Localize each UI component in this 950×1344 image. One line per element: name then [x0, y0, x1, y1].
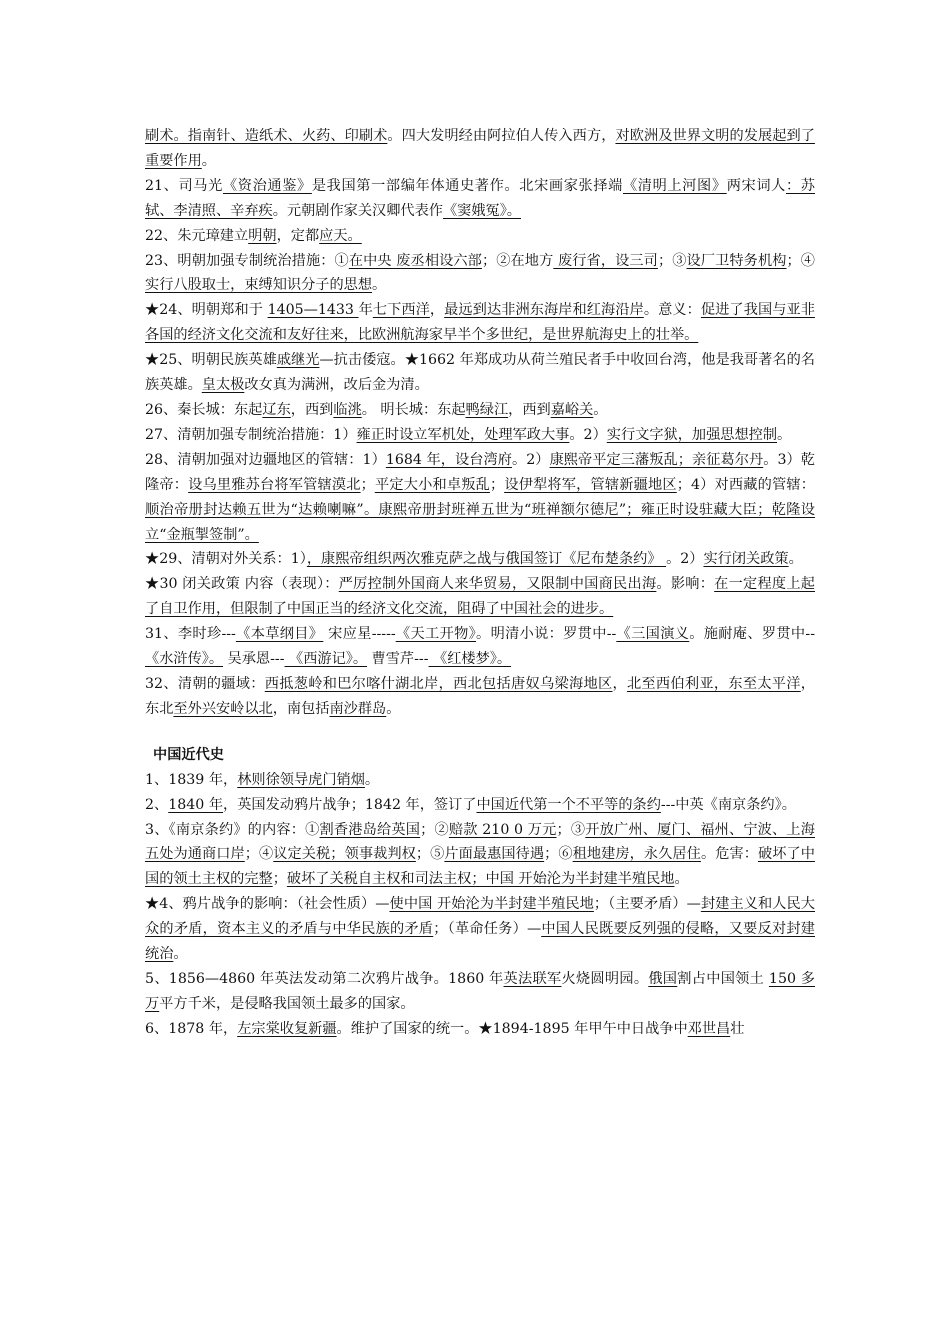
paragraph: [145, 174, 815, 224]
text-run: 3、《南京条约》的内容：①: [145, 821, 320, 838]
text-run: ；: [360, 476, 375, 493]
underlined-text: 赔款 210 0 万元: [448, 821, 557, 838]
text-run: ；: [489, 476, 505, 493]
paragraph: [145, 768, 815, 793]
paragraphs-part1: [145, 124, 815, 722]
text-run: ★29、清朝对外关系：1）: [145, 551, 307, 568]
underlined-text: 破坏了中国的领土主权的完整: [145, 846, 815, 888]
underlined-text: 《西游记》。: [284, 651, 368, 668]
text-run: ★24、明朝郑和于: [145, 302, 268, 319]
text-run: 年: [358, 302, 373, 319]
underlined-text: 平定大小和卓叛乱: [374, 476, 490, 493]
paragraph: [145, 249, 815, 299]
text-run: ；④: [244, 846, 274, 863]
text-run: 26、秦长城：东起: [145, 401, 263, 418]
text-run: 22、朱元璋建立: [145, 227, 249, 244]
underlined-text: 鸭绿江: [465, 401, 509, 418]
underlined-text: 在一定程度上起了自卫作用，但限制了中国正当的经济文化交流，阻碍了中国社会的进步。: [145, 576, 815, 618]
paragraph: [145, 622, 815, 672]
text-run: 是我国第一部编年体通史著作。北宋画家张择端: [311, 177, 623, 194]
text-run: ★4、鸦片战争的影响：（社会性质）—: [145, 896, 390, 913]
paragraph: [145, 672, 815, 722]
underlined-text: 辽东: [262, 401, 291, 418]
text-run: ，南包括: [272, 700, 330, 717]
text-run: ，: [612, 675, 627, 692]
text-run: ★25、明朝民族英雄: [145, 352, 277, 369]
paragraph: [145, 298, 815, 348]
underlined-text: 刷术。指南针、造纸术、火药、印刷术: [145, 128, 388, 144]
text-run: ，英国发动鸦片战争；1842 年，签订了: [223, 796, 477, 813]
text-run: ，定都: [276, 227, 320, 244]
underlined-text: 1405—1433: [267, 302, 359, 319]
underlined-text: 废行省，设三司: [553, 252, 658, 269]
underlined-text: 片面最惠国待遇: [444, 846, 545, 863]
underlined-text: 《窦娥冤》。: [442, 202, 521, 219]
text-run: 。四大发明经由阿拉伯人传入西方，: [387, 128, 616, 144]
underlined-text: 实行闭关政策: [703, 551, 789, 568]
underlined-text: 议定关税；领事裁判权: [273, 846, 416, 863]
text-run: ；4）对西藏的管辖：: [676, 476, 815, 493]
underlined-text: 戚继光: [276, 352, 320, 369]
text-run: ；⑤: [415, 846, 445, 863]
underlined-text: 在中央 废丞相设六部: [348, 252, 482, 269]
text-run: ；: [272, 871, 287, 888]
paragraph: [145, 793, 815, 818]
underlined-text: 七下西洋: [372, 302, 430, 319]
paragraph: [145, 547, 815, 572]
text-run: ；④: [786, 252, 815, 269]
text-run: 壮: [730, 1020, 745, 1037]
paragraph: [145, 224, 815, 249]
section-heading: 中国近代史: [153, 746, 224, 763]
text-run: ，东北: [145, 675, 815, 717]
text-run: ，西到: [290, 401, 334, 418]
underlined-text: 《天工开物》: [395, 626, 477, 643]
paragraph: [145, 572, 815, 622]
text-run: 曹雪芹---: [367, 651, 429, 668]
underlined-text: 皇太极: [201, 377, 245, 394]
text-run: 。: [788, 551, 803, 568]
text-run: 。3）乾隆帝：: [145, 451, 815, 493]
text-run: 。 明长城：东起: [361, 401, 466, 418]
text-run: ；②: [420, 821, 449, 838]
underlined-text: 林则徐领导虎门销烟: [237, 771, 365, 788]
underlined-text: 中国近代第一个不平等的条约: [476, 796, 661, 813]
underlined-text: 严厉控制外国商人来华贸易，又限制中国商民出海: [338, 576, 657, 593]
text-run: 火烧圆明园。: [561, 971, 649, 987]
paragraph: [145, 124, 815, 174]
underlined-text: 英法联军: [503, 971, 562, 987]
underlined-text: 设乌里雅苏台将军管辖漠北: [188, 476, 361, 493]
text-run: 。明清小说：罗贯中--: [476, 626, 617, 643]
text-run: 。: [674, 871, 689, 888]
text-run: 。2）: [569, 426, 607, 443]
section-gap: [145, 722, 815, 742]
underlined-text: 促进了我国与亚非各国的经济文化交流和友好往来，比欧洲航海家早半个多世纪，是世界航海史上的壮举。: [145, 302, 815, 344]
underlined-text: 至外兴安岭以北: [173, 700, 273, 717]
text-run: ；⑥: [544, 846, 573, 863]
underlined-text: 临洮: [333, 401, 362, 418]
underlined-text: 《红楼梦》。: [428, 651, 512, 668]
underlined-text: 1684 年，设台湾府: [385, 451, 512, 468]
text-run: ；（革命任务）—: [433, 921, 542, 938]
text-run: 23、明朝加强专制统治措施：①: [145, 252, 349, 269]
underlined-text: 对欧洲及世界文明的发展起到了重要作用: [145, 128, 815, 169]
paragraph: [145, 818, 815, 893]
text-run: 28、清朝加强对边疆地区的管辖：1）: [145, 451, 386, 468]
paragraph: [145, 398, 815, 423]
paragraph: [145, 448, 815, 548]
text-run: ；（主要矛盾）—: [593, 896, 701, 913]
text-run: 21、司马光: [145, 177, 223, 194]
underlined-text: 《水浒传》。: [145, 651, 224, 668]
text-run: ；③: [556, 821, 586, 838]
text-run: 6、1878 年，: [145, 1020, 238, 1037]
underlined-text: 北至西伯利亚，东至太平洋: [626, 675, 801, 692]
underlined-text: 破坏了关税自主权和司法主权；中国 开始沦为半封建半殖民地: [286, 871, 675, 888]
underlined-text: 实行八股取士，束缚知识分子的思想: [145, 277, 373, 294]
text-run: 32、清朝的疆域：: [145, 675, 265, 692]
text-run: 31、李时珍---: [145, 626, 236, 643]
underlined-text: 使中国 开始沦为半封建半殖民地: [389, 896, 594, 913]
text-run: 。2）: [666, 551, 704, 568]
text-run: ；②在地方: [481, 252, 554, 269]
text-run: 。: [777, 426, 792, 443]
paragraphs-part2: [145, 768, 815, 1042]
paragraph: [145, 348, 815, 398]
text-run: 2、: [145, 796, 169, 813]
text-run: 。: [386, 700, 401, 717]
text-run: ，西到: [508, 401, 551, 418]
underlined-text: 设伊犁将军，管辖新疆地区: [504, 476, 677, 493]
underlined-text: 租地建房，永久居住: [572, 846, 701, 863]
underlined-text: 左宗棠收复新疆: [237, 1020, 337, 1037]
text-run: ，: [429, 302, 445, 319]
paragraph: [145, 967, 815, 1017]
underlined-text: ：苏轼、李清照、辛弃疾: [145, 177, 815, 219]
underlined-text: 《清明上河图》: [622, 177, 727, 194]
text-run: 。维护了国家的统一。★1894-1895 年甲午中日战争中: [336, 1020, 688, 1037]
text-run: 。危害：: [700, 846, 758, 863]
paragraph: [145, 1017, 815, 1042]
underlined-text: 康熙帝平定三藩叛乱；亲征葛尔丹: [549, 451, 764, 468]
paragraph: [145, 892, 815, 967]
paragraph: [145, 423, 815, 448]
text-run: ★30 闭关政策 内容（表现）：: [145, 576, 339, 593]
text-run: 。: [372, 277, 387, 294]
text-run: 吴承恩---: [223, 651, 285, 668]
text-run: 。意义：: [643, 302, 701, 319]
underlined-text: 150 多万: [145, 971, 815, 1012]
text-run: 5、1856—4860 年英法发动第二次鸦片战争。1860 年: [145, 971, 504, 987]
text-run: 。: [593, 401, 608, 418]
underlined-text: 西抵葱岭和巴尔喀什湖北岸，西北包括唐奴乌梁海地区: [264, 675, 613, 692]
underlined-text: 设厂卫特务机构: [686, 252, 787, 269]
text-run: 改女真为满洲，改后金为清。: [244, 377, 429, 394]
underlined-text: 邓世昌: [687, 1020, 731, 1037]
underlined-text: 中国人民既要反列强的侵略，又要反对封建统治: [145, 921, 815, 963]
text-run: 宋应星-----: [323, 626, 396, 643]
underlined-text: ，康熙帝组织两次雅克萨之战与俄国签订《尼布楚条约》: [306, 551, 667, 568]
text-run: 。: [364, 771, 380, 788]
text-run: 。元朝剧作家关汉卿代表作: [272, 202, 443, 219]
underlined-text: 《本草纲目》: [235, 626, 324, 643]
underlined-text: 俄国: [648, 971, 678, 987]
underlined-text: 最远到达非洲东海岸和红海沿岸: [444, 302, 644, 319]
text-run: 27、清朝加强专制统治措施：1）: [145, 426, 357, 443]
underlined-text: 应天。: [319, 227, 362, 244]
document-page: [145, 124, 815, 1042]
text-run: 1、1839 年，: [145, 771, 238, 788]
underlined-text: 实行文字狱，加强思想控制: [606, 426, 778, 443]
underlined-text: 割香港岛给英国: [319, 821, 421, 838]
text-run: ；③: [657, 252, 687, 269]
text-run: —抗击倭寇。★1662 年郑成功从荷兰殖民者手中收回台湾，他是我哥著名的名族英雄。: [145, 352, 815, 394]
text-run: 。: [173, 946, 188, 963]
underlined-text: 《三国演义: [616, 626, 690, 643]
underlined-text: 嘉峪关: [550, 401, 594, 418]
text-run: ---中英《南京条约》。: [660, 796, 796, 813]
text-run: 两宋词人: [726, 177, 786, 194]
text-run: 。2）: [511, 451, 550, 468]
text-run: 割占中国领土: [677, 971, 769, 987]
underlined-text: 明朝: [248, 227, 277, 244]
underlined-text: 1840 年: [168, 796, 224, 813]
text-run: 。: [201, 152, 216, 169]
text-run: 。影响：: [656, 576, 715, 593]
underlined-text: 顺治帝册封达赖五世为“达赖喇嘛”。康熙帝册封班禅五世为“班禅额尔德尼”；雍正时设驻藏大臣；乾隆设立“金瓶掣签制”。: [145, 501, 815, 543]
underlined-text: 雍正时设立军机处，处理军政大事: [356, 426, 570, 443]
underlined-text: 封建主义和人民大众的矛盾，资本主义的矛盾与中华民族的矛盾: [145, 896, 815, 938]
text-run: 平方千米，是侵略我国领土最多的国家。: [159, 995, 415, 1012]
underlined-text: 开放广州、厦门、福州、宁波、上海五处为通商口岸: [145, 821, 815, 863]
underlined-text: 《资治通鉴》: [222, 177, 312, 194]
text-run: 。施耐庵、罗贯中--: [689, 626, 815, 643]
underlined-text: 南沙群岛: [329, 700, 387, 717]
